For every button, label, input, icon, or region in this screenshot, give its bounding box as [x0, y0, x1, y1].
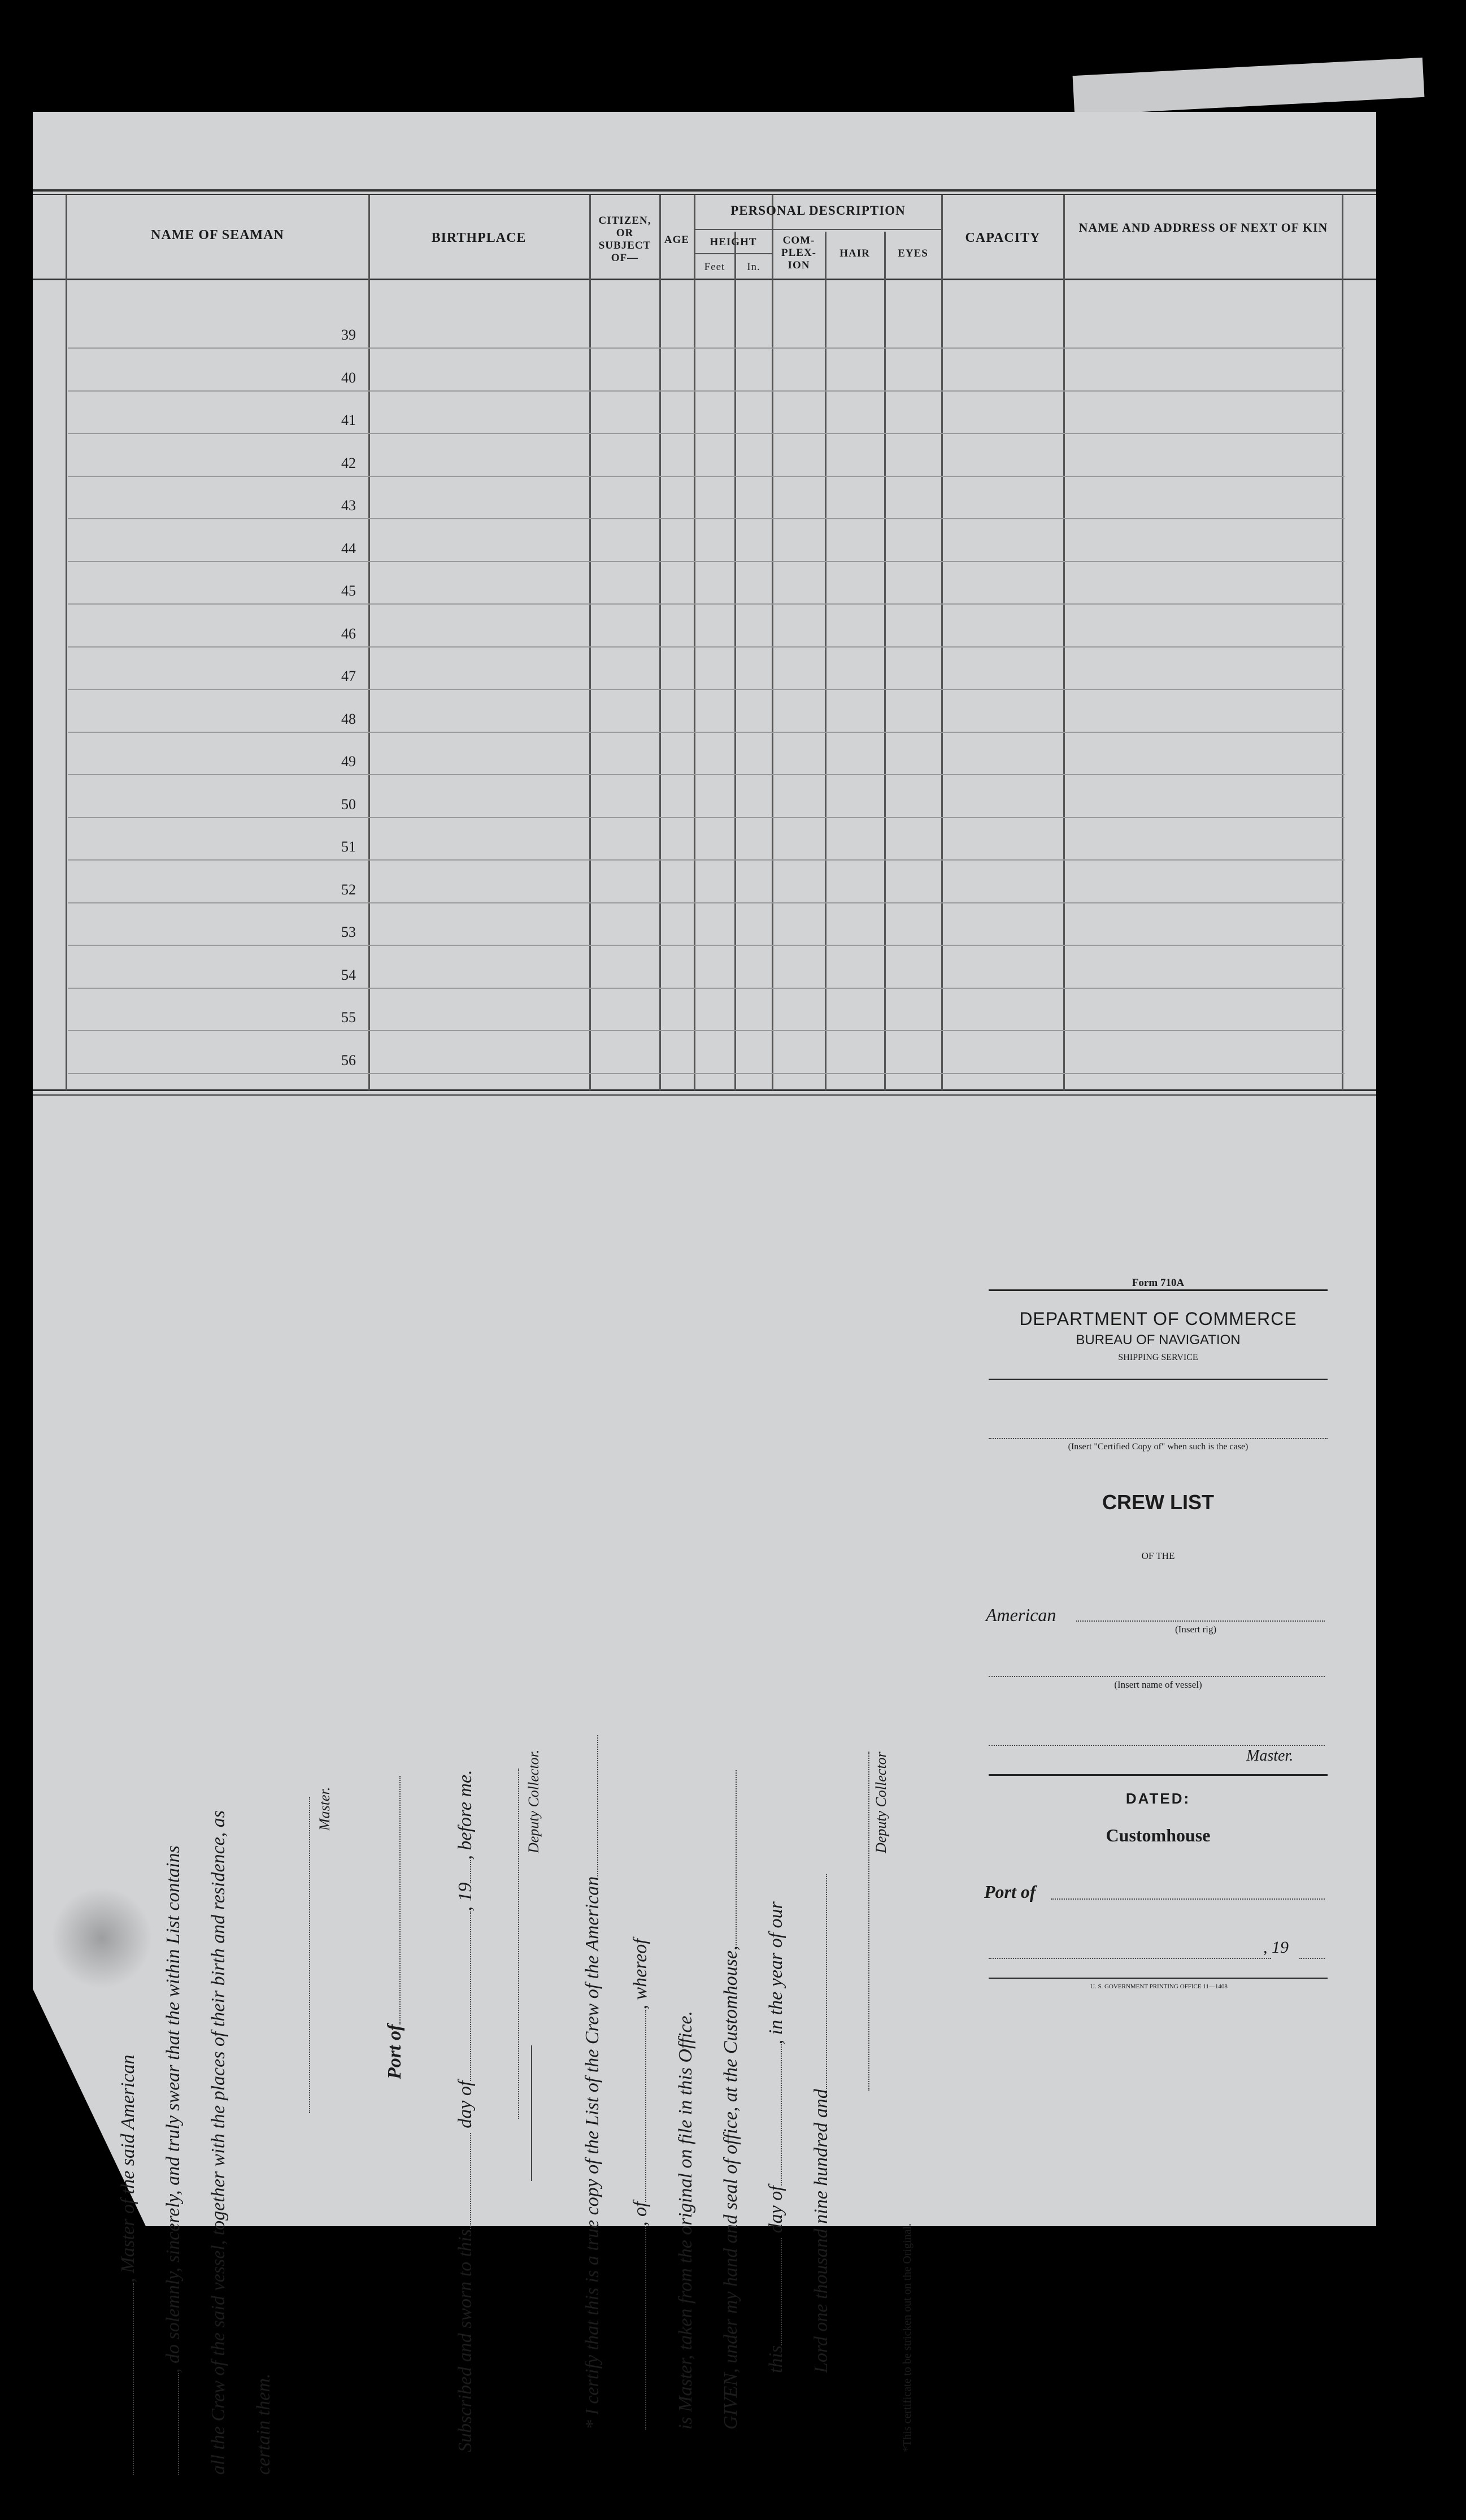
dated-label: DATED:: [1125, 1790, 1191, 1807]
bureau: BUREAU OF NAVIGATION: [1076, 1332, 1241, 1348]
cover-port-blank[interactable]: [1051, 1898, 1325, 1900]
col-line: [1063, 195, 1065, 1090]
of-the: OF THE: [1141, 1550, 1175, 1561]
cert-of: , of: [630, 2201, 651, 2226]
header-age: AGE: [664, 234, 690, 246]
col-line: [941, 195, 943, 1090]
cert-deputy-collector: Deputy Collector: [873, 1752, 889, 1853]
insert-note: (Insert "Certified Copy of" when such is the case): [1068, 1442, 1249, 1452]
oath-before-me: , before me.: [455, 1770, 476, 1860]
row-number: 56: [341, 1052, 356, 1068]
row-number: 45: [341, 583, 356, 599]
row-number: 46: [341, 625, 356, 642]
cert-customhouse-blank[interactable]: [736, 1770, 737, 1945]
row-number: 53: [341, 924, 356, 940]
row-number: 47: [341, 668, 356, 684]
row-number: 48: [341, 710, 356, 727]
col-line: [589, 195, 591, 1090]
table-row-line: [68, 774, 1345, 775]
cover-nineteen: , 19: [1263, 1938, 1289, 1957]
cert-year: , in the year of our: [765, 1901, 786, 2045]
printing-office: U. S. GOVERNMENT PRINTING OFFICE 11—1408: [1090, 1983, 1228, 1990]
table-row-line: [68, 859, 1345, 861]
cert-line-1: * I certify that this is a true copy of the List of the Crew of the American: [582, 1876, 603, 2430]
row-number: 43: [341, 497, 356, 514]
col-line: [734, 232, 736, 1090]
oath-month-blank[interactable]: [470, 1911, 471, 2081]
table-row-line: [68, 561, 1345, 562]
american-label: American: [986, 1605, 1056, 1625]
vessel-name-blank[interactable]: [989, 1676, 1325, 1677]
col-line: [1342, 195, 1343, 1090]
table-row-line: [68, 732, 1345, 733]
table-row-line: [68, 945, 1345, 946]
row-number: 39: [341, 327, 356, 343]
separator: [531, 2045, 532, 2181]
height-rule: [694, 253, 773, 254]
cover-rule-4: [989, 1978, 1328, 1979]
top-rule-thin: [33, 194, 1376, 195]
certified-copy-blank[interactable]: [989, 1438, 1328, 1439]
oath-master-label: Master.: [316, 1787, 333, 1831]
row-number: 41: [341, 412, 356, 428]
oath-port-of: Port of: [384, 2024, 405, 2079]
row-number: 52: [341, 881, 356, 898]
oath-port-blank[interactable]: [399, 1776, 401, 2024]
col-line: [772, 195, 773, 1090]
cover-date-blank[interactable]: [989, 1958, 1271, 1959]
row-number: 42: [341, 454, 356, 471]
col-line: [659, 195, 661, 1090]
table-row-line: [68, 390, 1345, 392]
table-row-line: [68, 433, 1345, 434]
table-row-line: [68, 518, 1345, 519]
form-number: Form 710A: [1132, 1277, 1185, 1289]
col-line: [66, 195, 67, 1090]
header-personal-description: PERSONAL DESCRIPTION: [730, 203, 906, 218]
oath-day-of: day of: [455, 2080, 476, 2128]
department: DEPARTMENT OF COMMERCE: [1019, 1309, 1297, 1329]
cert-day-of: day of: [765, 2186, 786, 2234]
cert-footnote: *This certificate to be stricken out on the Original.: [901, 2223, 913, 2452]
rig-blank[interactable]: [1076, 1620, 1325, 1622]
table-row-line: [68, 689, 1345, 690]
oath-line-2: , do solemnly, sincerely, and truly swear that the within List contains: [163, 1845, 184, 2373]
cert-lord: Lord one thousand nine hundred and: [811, 2089, 832, 2373]
header-bottom-rule: [33, 279, 1376, 280]
table-bottom-rule: [33, 1089, 1376, 1091]
cert-month-blank[interactable]: [781, 2044, 782, 2186]
table-row-line: [68, 476, 1345, 477]
row-number: 40: [341, 369, 356, 386]
oath-and-certificate: [102, 1672, 921, 2520]
row-number: 54: [341, 966, 356, 983]
header-height: HEIGHT: [710, 236, 757, 248]
top-rule: [33, 189, 1376, 192]
oath-day-blank[interactable]: [470, 2133, 471, 2229]
cert-line-2: is Master, taken from the original on file in this Office.: [675, 2010, 696, 2430]
header-name-of-seaman: NAME OF SEAMAN: [151, 228, 284, 242]
col-line: [825, 232, 826, 1090]
cert-vessel-blank[interactable]: [597, 1735, 598, 1876]
cert-name-blank[interactable]: [645, 2226, 646, 2430]
insert-name: (Insert name of vessel): [1114, 1679, 1202, 1690]
cover-year-blank[interactable]: [1299, 1958, 1325, 1959]
row-number: 49: [341, 753, 356, 770]
row-number: 55: [341, 1009, 356, 1026]
table-bottom-rule-thin: [33, 1094, 1376, 1096]
paper-strip: [1073, 58, 1425, 115]
table-row-line: [68, 902, 1345, 903]
shipping-service: SHIPPING SERVICE: [1118, 1353, 1198, 1362]
cert-day-blank[interactable]: [781, 2238, 782, 2345]
cover-rule-2: [989, 1379, 1328, 1380]
master-blank[interactable]: [989, 1745, 1325, 1746]
header-feet: Feet: [704, 261, 725, 273]
col-line: [694, 195, 695, 1090]
header-capacity: CAPACITY: [965, 231, 1041, 245]
header-complexion: COM-PLEX-ION: [781, 234, 816, 271]
cover-rule-3: [989, 1774, 1328, 1776]
master-blank[interactable]: [178, 2373, 179, 2475]
table-row-line: [68, 347, 1345, 349]
cover-rule-top: [989, 1289, 1328, 1291]
master-label: Master.: [1246, 1747, 1294, 1765]
master-signature-line[interactable]: [309, 1797, 310, 2113]
row-number: 50: [341, 796, 356, 813]
cert-year-blank[interactable]: [826, 1874, 827, 2089]
header-eyes: EYES: [898, 247, 928, 259]
cert-whereof: , whereof: [630, 1939, 651, 2010]
oath-deputy-collector: Deputy Collector.: [525, 1749, 542, 1853]
cert-deputy-line[interactable]: [868, 1752, 869, 2091]
oath-subscribed: Subscribed and sworn to this: [455, 2229, 476, 2452]
crew-list-title: CREW LIST: [1102, 1491, 1214, 1514]
insert-rig: (Insert rig): [1175, 1624, 1217, 1635]
personal-rule: [694, 229, 942, 230]
oath-line-4: certain them.: [253, 2373, 274, 2475]
table-row-line: [68, 1073, 1345, 1074]
oath-nineteen: , 19: [455, 1882, 476, 1911]
col-line: [884, 232, 886, 1090]
row-number: 44: [341, 540, 356, 557]
oath-year-blank[interactable]: [470, 1860, 471, 1883]
master-name-blank[interactable]: [133, 2283, 134, 2475]
header-birthplace: BIRTHPLACE: [431, 231, 527, 245]
customhouse-label: Customhouse: [1106, 1825, 1211, 1845]
header-in: In.: [747, 261, 760, 273]
table-row-line: [68, 988, 1345, 989]
cert-place-blank[interactable]: [645, 2010, 646, 2202]
row-number: 51: [341, 838, 356, 855]
deputy-signature-line[interactable]: [518, 1769, 519, 2119]
table-row-line: [68, 646, 1345, 648]
table-row-line: [68, 1030, 1345, 1031]
header-next-of-kin: NAME AND ADDRESS OF NEXT OF KIN: [1078, 220, 1328, 234]
table-row-line: [68, 817, 1345, 818]
col-line: [368, 195, 370, 1090]
oath-line-3: all the Crew of the said vessel, together with the places of their birth and residence, as: [208, 1810, 229, 2475]
cert-this: this: [765, 2345, 786, 2373]
cert-line-3: GIVEN, under my hand and seal of office, at the Customhouse,: [720, 1945, 741, 2430]
header-citizen: CITIZEN, OR SUBJECT OF—: [598, 215, 651, 264]
oath-master-of: , Master of the said American: [118, 2054, 138, 2283]
cover-port-of: Port of: [984, 1882, 1036, 1902]
table-row-line: [68, 603, 1345, 605]
header-hair: HAIR: [839, 247, 870, 259]
